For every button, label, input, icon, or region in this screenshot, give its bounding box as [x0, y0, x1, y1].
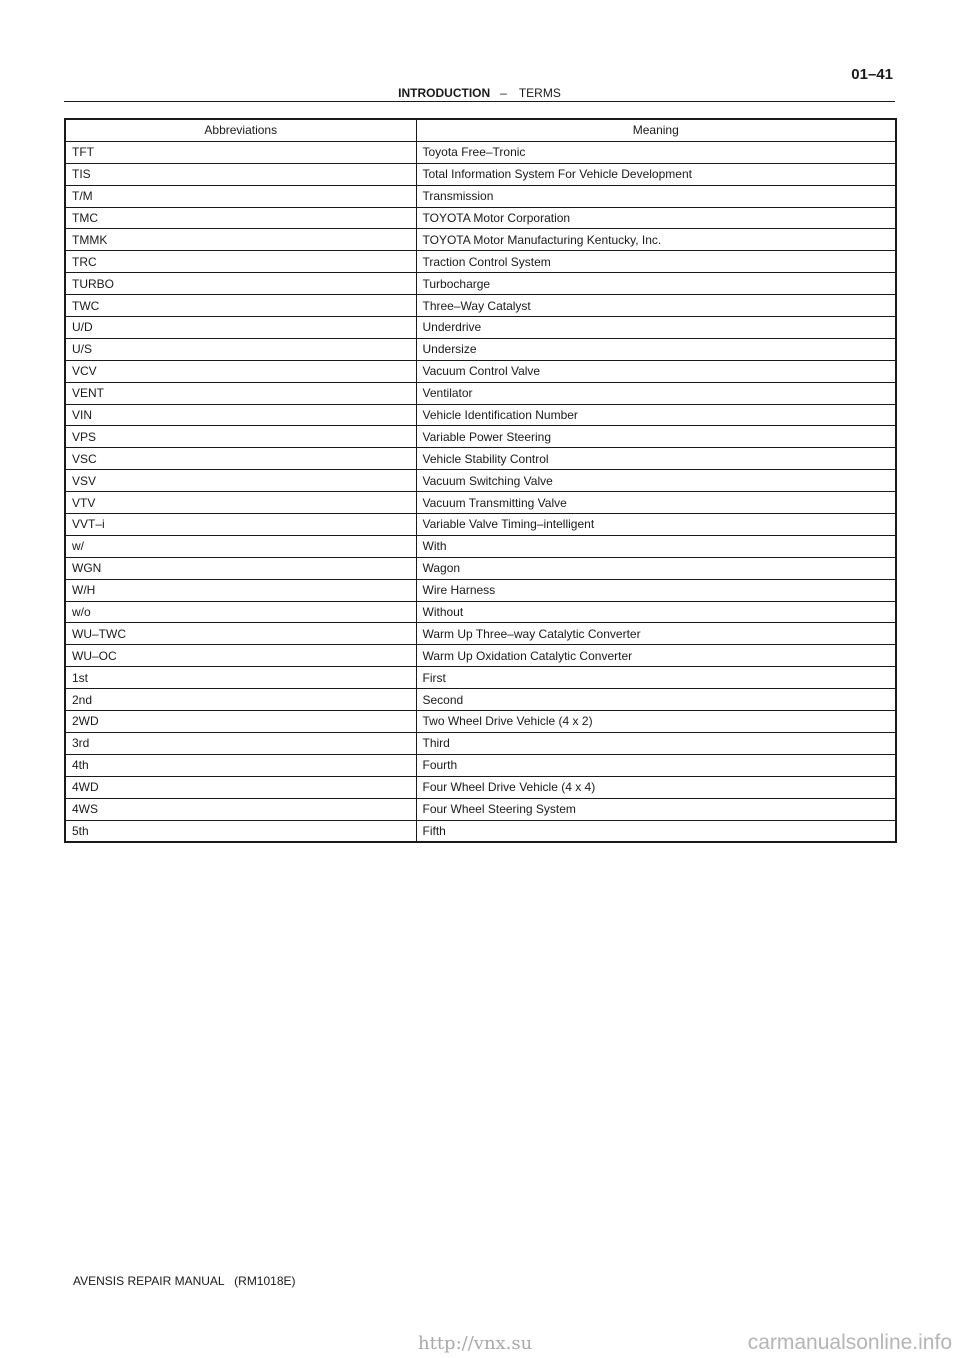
table-row: [65, 667, 896, 689]
header-title: [64, 86, 895, 100]
abbreviation-cell: TMMK: [65, 229, 416, 251]
meaning-cell: Third: [416, 732, 896, 754]
table-row: [65, 141, 896, 163]
table-row: [65, 623, 896, 645]
abbreviation-cell: T/M: [65, 185, 416, 207]
terms-table: [64, 118, 897, 843]
abbreviation-cell: TURBO: [65, 273, 416, 295]
meaning-cell: Underdrive: [416, 317, 896, 339]
abbreviation-cell: 1st: [65, 667, 416, 689]
meaning-cell: With: [416, 535, 896, 557]
meaning-cell: Vacuum Transmitting Valve: [416, 492, 896, 514]
abbreviation-cell: U/D: [65, 317, 416, 339]
table-row: [65, 404, 896, 426]
meaning-cell: Fourth: [416, 754, 896, 776]
meaning-cell: Three–Way Catalyst: [416, 295, 896, 317]
table-row: [65, 163, 896, 185]
table-row: [65, 711, 896, 733]
abbreviation-cell: VENT: [65, 382, 416, 404]
table-row: [65, 448, 896, 470]
abbreviation-cell: TWC: [65, 295, 416, 317]
meaning-cell: Traction Control System: [416, 251, 896, 273]
table-row: [65, 798, 896, 820]
abbreviation-cell: VPS: [65, 426, 416, 448]
table-row: [65, 579, 896, 601]
abbreviation-cell: TRC: [65, 251, 416, 273]
abbreviation-cell: VCV: [65, 360, 416, 382]
abbreviation-cell: 2nd: [65, 689, 416, 711]
abbreviation-cell: 2WD: [65, 711, 416, 733]
meaning-cell: Second: [416, 689, 896, 711]
abbreviation-cell: WU–OC: [65, 645, 416, 667]
watermark-url: http://vnx.su: [418, 1333, 533, 1354]
table-row: [65, 470, 896, 492]
abbreviation-cell: TIS: [65, 163, 416, 185]
table-row: [65, 601, 896, 623]
abbreviation-cell: VVT–i: [65, 514, 416, 536]
abbreviation-cell: TFT: [65, 141, 416, 163]
meaning-cell: Turbocharge: [416, 273, 896, 295]
table-row: [65, 645, 896, 667]
table-row: [65, 382, 896, 404]
column-header-abbreviations: Abbreviations: [65, 119, 416, 141]
meaning-cell: Vacuum Switching Valve: [416, 470, 896, 492]
table-row: [65, 229, 896, 251]
meaning-cell: Four Wheel Drive Vehicle (4 x 4): [416, 776, 896, 798]
page-header: [64, 66, 895, 102]
table-row: [65, 338, 896, 360]
table-row: [65, 820, 896, 842]
meaning-cell: Total Information System For Vehicle Development: [416, 163, 896, 185]
table-header-row: [65, 119, 896, 141]
table-row: [65, 492, 896, 514]
table-row: [65, 776, 896, 798]
column-header-meaning: Meaning: [416, 119, 896, 141]
meaning-cell: Transmission: [416, 185, 896, 207]
meaning-cell: Toyota Free–Tronic: [416, 141, 896, 163]
abbreviation-cell: 4WD: [65, 776, 416, 798]
abbreviation-cell: 4WS: [65, 798, 416, 820]
meaning-cell: First: [416, 667, 896, 689]
abbreviation-cell: WGN: [65, 557, 416, 579]
table-row: [65, 251, 896, 273]
meaning-cell: Wire Harness: [416, 579, 896, 601]
meaning-cell: Wagon: [416, 557, 896, 579]
abbreviation-cell: VSC: [65, 448, 416, 470]
meaning-cell: Fifth: [416, 820, 896, 842]
table-row: [65, 535, 896, 557]
table-row: [65, 185, 896, 207]
footer-manual-title: AVENSIS REPAIR MANUAL (RM1018E): [73, 1274, 296, 1288]
table-row: [65, 732, 896, 754]
table-row: [65, 317, 896, 339]
subsection-name: TERMS: [518, 86, 561, 100]
meaning-cell: Warm Up Oxidation Catalytic Converter: [416, 645, 896, 667]
meaning-cell: Vacuum Control Valve: [416, 360, 896, 382]
page-number: 01–41: [851, 66, 893, 83]
abbreviation-cell: w/: [65, 535, 416, 557]
meaning-cell: Warm Up Three–way Catalytic Converter: [416, 623, 896, 645]
abbreviation-cell: VIN: [65, 404, 416, 426]
meaning-cell: Vehicle Stability Control: [416, 448, 896, 470]
meaning-cell: Vehicle Identification Number: [416, 404, 896, 426]
table-row: [65, 295, 896, 317]
abbreviation-cell: U/S: [65, 338, 416, 360]
table-row: [65, 426, 896, 448]
abbreviation-cell: TMC: [65, 207, 416, 229]
meaning-cell: Ventilator: [416, 382, 896, 404]
abbreviation-cell: W/H: [65, 579, 416, 601]
table-row: [65, 360, 896, 382]
abbreviation-cell: VSV: [65, 470, 416, 492]
meaning-cell: Without: [416, 601, 896, 623]
table-row: [65, 557, 896, 579]
section-name: INTRODUCTION: [398, 86, 491, 100]
watermark-site: carmanualsonline.info: [747, 1331, 952, 1354]
abbreviation-cell: w/o: [65, 601, 416, 623]
table-row: [65, 207, 896, 229]
meaning-cell: TOYOTA Motor Corporation: [416, 207, 896, 229]
abbreviation-cell: 5th: [65, 820, 416, 842]
meaning-cell: Two Wheel Drive Vehicle (4 x 2): [416, 711, 896, 733]
meaning-cell: Four Wheel Steering System: [416, 798, 896, 820]
table-row: [65, 514, 896, 536]
abbreviation-cell: WU–TWC: [65, 623, 416, 645]
meaning-cell: TOYOTA Motor Manufacturing Kentucky, Inc.: [416, 229, 896, 251]
abbreviation-cell: 3rd: [65, 732, 416, 754]
terms-table-body: [65, 141, 896, 842]
abbreviation-cell: VTV: [65, 492, 416, 514]
header-separator: –: [500, 86, 507, 100]
table-row: [65, 689, 896, 711]
abbreviation-cell: 4th: [65, 754, 416, 776]
table-row: [65, 754, 896, 776]
meaning-cell: Undersize: [416, 338, 896, 360]
header-rule: [64, 101, 895, 102]
meaning-cell: Variable Power Steering: [416, 426, 896, 448]
table-row: [65, 273, 896, 295]
meaning-cell: Variable Valve Timing–intelligent: [416, 514, 896, 536]
